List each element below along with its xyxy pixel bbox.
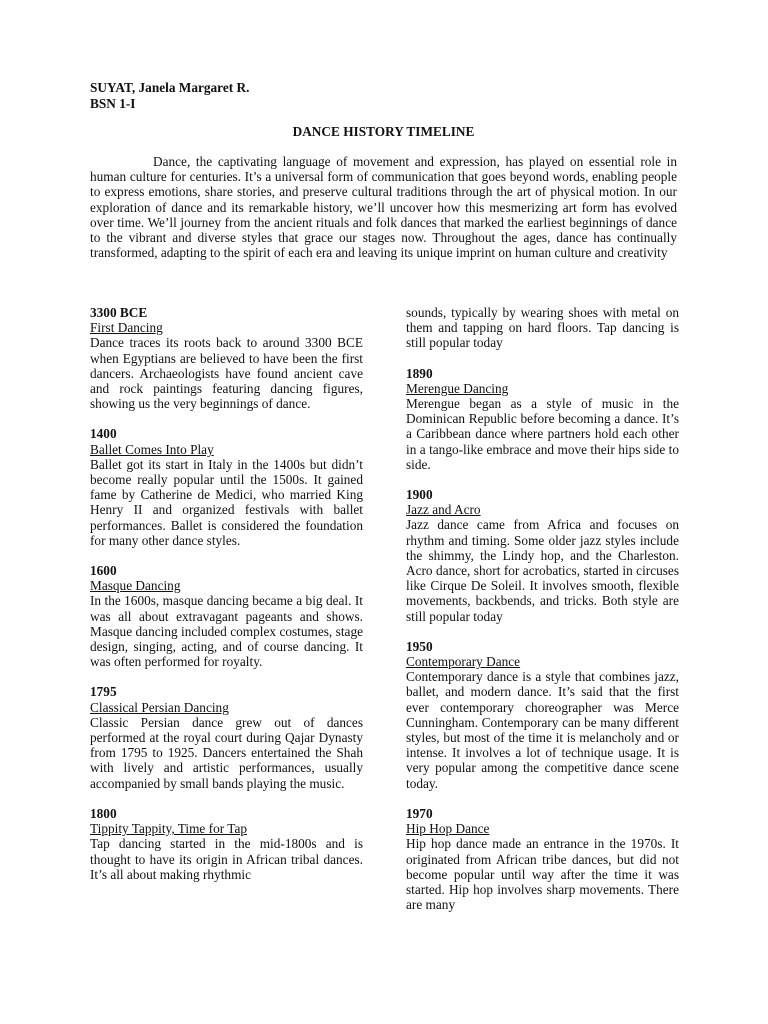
entry-body: Hip hop dance made an entrance in the 1970s. It originated from African tribe dances, but did not become popular until way after the time it was started. Hip hop involves sharp movements. There are many bbox=[406, 836, 679, 913]
entry-title: Tippity Tappity, Time for Tap bbox=[90, 821, 247, 837]
entry-title: First Dancing bbox=[90, 320, 163, 336]
entry-body: Tap dancing started in the mid-1800s and is thought to have its origin in African tribal dances. It’s all about making rhythmic bbox=[90, 836, 363, 882]
entry-body: In the 1600s, masque dancing became a big deal. It was all about extravagant pageants and shows. Masque dancing included complex costumes, stage design, singing, acting, and of course dancing. It was often performed for royalty. bbox=[90, 593, 363, 670]
entry-year: 1950 bbox=[406, 638, 433, 654]
entry-year: 1795 bbox=[90, 684, 117, 700]
entry-title: Merengue Dancing bbox=[406, 380, 509, 396]
timeline-entry bbox=[90, 563, 363, 669]
timeline-entry bbox=[406, 639, 679, 791]
timeline-entry bbox=[406, 806, 679, 912]
document-title: DANCE HISTORY TIMELINE bbox=[292, 124, 475, 139]
entry-title: Hip Hop Dance bbox=[406, 821, 490, 837]
timeline-entry bbox=[90, 806, 363, 882]
entry-body: Contemporary dance is a style that combines jazz, ballet, and modern dance. It’s said that the first ever contemporary choreographer was Merce Cunningham. Contemporary can be many different styles, but most of the time it is melancholy and or intense. It involves a lot of technique usage. It is very popular among the competitive dance scene today. bbox=[406, 669, 679, 791]
entry-body: Jazz dance came from Africa and focuses on rhythm and timing. Some older jazz styles include the shimmy, the Lindy hop, and the Charleston. Acro dance, short for acrobatics, started in circuses like Cirque De Soleil. It involves smooth, flexible movements, backbends, and tricks. Both style are still popular today bbox=[406, 517, 679, 624]
timeline-entry bbox=[406, 366, 679, 472]
entry-body: Ballet got its start in Italy in the 1400s but didn’t become really popular until the 1500s. It gained fame by Catherine de Medici, who married King Henry II and organized festivals with ballet performances. Ballet is considered the foundation for many other dance styles. bbox=[90, 456, 363, 548]
entry-title: Classical Persian Dancing bbox=[90, 699, 229, 715]
timeline-column-left bbox=[90, 305, 363, 897]
timeline-entry bbox=[406, 487, 679, 624]
entry-year: 3300 BCE bbox=[90, 305, 148, 320]
entry-year: 1900 bbox=[406, 487, 433, 503]
entry-title: Ballet Comes Into Play bbox=[90, 441, 214, 457]
entry-year: 1800 bbox=[90, 805, 117, 821]
author-name: SUYAT, Janela Margaret R. bbox=[90, 80, 250, 95]
entry-year: 1400 bbox=[90, 426, 117, 442]
timeline-column-right bbox=[406, 305, 679, 927]
entry-body: Dance traces its roots back to around 3300 BCE when Egyptians are believed to have been the first dancers. Archaeologists have found ancient cave and rock paintings featuring dancing figures, showing us the very beginnings of dance. bbox=[90, 335, 363, 412]
intro-paragraph: Dance, the captivating language of movement and expression, has played on essential role in human culture for centuries. It’s a universal form of communication that goes beyond words, enabling people to express emotions, share stories, and preserve cultural traditions through the art of physical motion. In our exploration of dance and its remarkable history, we’ll uncover how this mesmerizing art form has evolved over time. We’ll journey from the ancient rituals and folk dances that marked the earliest beginnings of dance to the vibrant and diverse styles that grace our stages now. Throughout the ages, dance has continually transformed, adapting to the spirit of each era and leaving its unique imprint on human culture and creativity bbox=[90, 154, 677, 261]
timeline-entry bbox=[90, 305, 363, 411]
timeline-entry bbox=[90, 684, 363, 790]
class-section: BSN 1-I bbox=[90, 95, 136, 111]
entry-body: Classic Persian dance grew out of dances performed at the royal court during Qajar Dynasty from 1795 to 1925. Dancers entertained the Shah with lively and artistic performances, usually accompanied by small bands playing the music. bbox=[90, 714, 363, 791]
entry-year: 1890 bbox=[406, 365, 433, 381]
entry-year: 1600 bbox=[90, 563, 117, 579]
document-header bbox=[90, 80, 249, 111]
entry-year: 1970 bbox=[406, 805, 433, 821]
entry-body: Merengue began as a style of music in the Dominican Republic before becoming a dance. It’s a Caribbean dance where partners hold each other in a tango-like embrace and move their hips side to side. bbox=[406, 396, 679, 472]
entry-title: Masque Dancing bbox=[90, 578, 181, 594]
entry-title: Jazz and Acro bbox=[406, 502, 481, 518]
timeline-entry bbox=[90, 426, 363, 548]
entry-title: Contemporary Dance bbox=[406, 654, 521, 670]
entry-continuation: sounds, typically by wearing shoes with metal on them and tapping on hard floors. Tap dancing is still popular today bbox=[406, 305, 679, 351]
